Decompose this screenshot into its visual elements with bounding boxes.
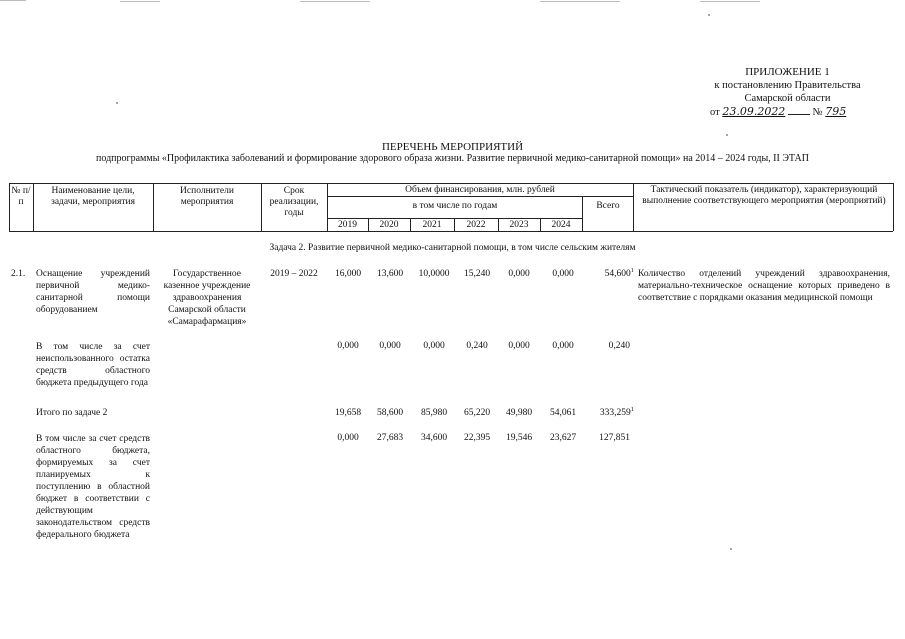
row1-term: 2019 – 2022 xyxy=(270,269,318,279)
row1-indicator: Количество отделений учреждений здравоохранения, материально-техническое оснащение которых приведено в соответствие с порядками оказания медицинской помощи xyxy=(638,269,890,303)
row4-name: В том числе за счет средств областного бюджета, формируемых за счет планируемых к поступлению в областной бюджет в соответствии с действующим законодательством средств федерального бюджета xyxy=(36,434,150,540)
header-num: № п/п xyxy=(11,186,31,207)
scan-mark xyxy=(120,1,160,2)
year-2022: 2022 xyxy=(466,220,486,230)
row2-2021: 0,000 xyxy=(423,341,445,351)
scan-speck xyxy=(116,102,118,104)
scan-speck xyxy=(730,548,732,550)
row2-name: В том числе за счет неиспользованного остатка средств областного бюджета предыдущего года xyxy=(36,342,150,388)
row3-2021: 85,980 xyxy=(420,408,448,418)
scan-mark xyxy=(0,0,26,1)
row3-2024: 54,061 xyxy=(549,408,577,418)
scan-mark xyxy=(300,1,370,2)
row2-total: 0,240 xyxy=(608,341,630,351)
header-by-years: в том числе по годам xyxy=(412,201,498,211)
from-label: от xyxy=(710,107,720,118)
row2-2019: 0,000 xyxy=(337,341,359,351)
row1-2019: 16,000 xyxy=(334,269,362,279)
row3-2020: 58,600 xyxy=(376,408,404,418)
year-2024: 2024 xyxy=(551,220,571,230)
year-2021: 2021 xyxy=(422,220,442,230)
row2-2020: 0,000 xyxy=(379,341,401,351)
row1-name: Оснащение учреждений первичной медико-санитарной помощи оборудованием xyxy=(36,269,150,315)
row3-2023: 49,980 xyxy=(505,408,533,418)
row1-total: 54,600$^1$ xyxy=(604,266,634,279)
appendix-block xyxy=(700,66,875,119)
appendix-line2: к постановлению Правительства xyxy=(714,80,861,91)
row1-2021: 10,0000 xyxy=(418,269,450,279)
appendix-date-row xyxy=(700,105,875,119)
handwritten-date: 23.09.2022 xyxy=(722,105,786,118)
row1-2020: 13,600 xyxy=(376,269,404,279)
scan-speck xyxy=(726,134,728,136)
row4-2023: 19,546 xyxy=(505,433,533,443)
handwritten-number: 795 xyxy=(825,105,847,118)
row4-2024: 23,627 xyxy=(549,433,577,443)
year-2020: 2020 xyxy=(379,220,399,230)
row3-2022: 65,220 xyxy=(463,408,491,418)
header-name: Наименование цели, задачи, мероприятия xyxy=(51,186,135,207)
row4-2022: 22,395 xyxy=(463,433,491,443)
header-total: Всего xyxy=(596,201,620,211)
header-funding: Объем финансирования, млн. рублей xyxy=(405,185,555,195)
row4-2019: 0,000 xyxy=(337,433,359,443)
header-indicator: Тактический показатель (индикатор), характеризующий выполнение соответствующего мероприятия (мероприятий) xyxy=(642,185,886,206)
appendix-line3: Самарской области xyxy=(744,93,831,104)
document-subtitle: подпрограммы «Профилактика заболеваний и формирование здорового образа жизни. Развитие первичной медико-санитарной помощи» на 2014 – 2024 годы, II ЭТАП xyxy=(96,153,809,164)
row3-name: Итого по задаче 2 xyxy=(36,408,108,418)
row4-2021: 34,600 xyxy=(420,433,448,443)
row2-2024: 0,000 xyxy=(552,341,574,351)
row4-total: 127,851 xyxy=(599,433,630,443)
scan-speck xyxy=(708,14,710,16)
scan-mark xyxy=(540,1,620,2)
row3-total: 333,259$^1$ xyxy=(599,405,634,418)
year-2019: 2019 xyxy=(338,220,357,230)
task-heading: Задача 2. Развитие первичной медико-санитарной помощи, в том числе сельским жителям xyxy=(269,243,636,253)
row1-2023: 0,000 xyxy=(508,269,530,279)
scan-mark xyxy=(700,1,760,2)
header-term: Срок реализации, годы xyxy=(269,186,319,218)
appendix-label: ПРИЛОЖЕНИЕ 1 xyxy=(745,66,830,78)
number-label: № xyxy=(812,107,823,118)
row1-num: 2.1. xyxy=(11,269,26,279)
year-2023: 2023 xyxy=(509,220,529,230)
row1-executor: Государственное казенное учреждение здравоохранения Самарской области «Самарафармация» xyxy=(163,269,251,327)
row3-2019: 19,658 xyxy=(334,408,362,418)
row2-2022: 0,240 xyxy=(466,341,488,351)
row4-2020: 27,683 xyxy=(376,433,404,443)
row1-2022: 15,240 xyxy=(463,269,491,279)
document-title: ПЕРЕЧЕНЬ МЕРОПРИЯТИЙ xyxy=(381,141,524,153)
header-executor: Исполнители мероприятия xyxy=(180,186,234,207)
row2-2023: 0,000 xyxy=(508,341,530,351)
row1-2024: 0,000 xyxy=(552,269,574,279)
